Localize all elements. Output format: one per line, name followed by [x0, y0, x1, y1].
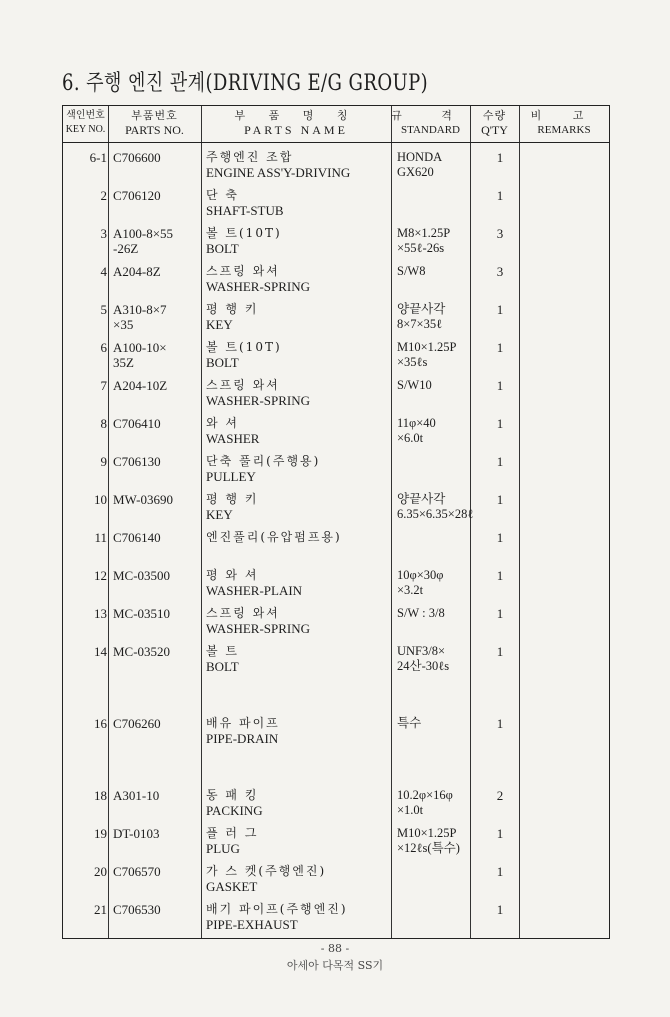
quantity-cell: 1 [496, 826, 504, 841]
part-name-cell [206, 416, 386, 446]
part-name-english: PIPE-EXHAUST [206, 917, 298, 932]
standard-cell: M10×1.25P ×12ℓs(특수) [397, 826, 460, 855]
header-qty [470, 109, 519, 137]
part-name-cell [206, 606, 386, 636]
part-name-english: WASHER-PLAIN [206, 583, 303, 598]
part-name-cell [206, 340, 386, 370]
part-name-cell [206, 226, 386, 256]
part-name-english: PULLEY [206, 469, 256, 484]
header-key-ko: 색인번호 [66, 110, 105, 121]
header-remarks [519, 109, 609, 137]
part-name-korean: 볼 트(10T) [206, 226, 282, 240]
key-cell: 5 [100, 302, 107, 317]
part-name-english: GASKET [206, 879, 258, 894]
part-name-cell [206, 716, 386, 746]
quantity-cell: 1 [496, 492, 504, 507]
parts-table [62, 105, 610, 939]
part-name-cell [206, 644, 386, 674]
quantity-cell: 3 [496, 226, 504, 241]
part-name-english: WASHER-SPRING [206, 279, 311, 294]
header-key-en: KEY NO. [65, 124, 106, 135]
key-cell: 3 [100, 226, 107, 241]
part-name-korean: 스프링 와셔 [206, 378, 280, 392]
part-name-korean: 평 행 키 [206, 302, 259, 316]
header-name [201, 109, 391, 137]
quantity-cell: 1 [496, 902, 504, 917]
part-name-cell [206, 150, 386, 180]
part-name-korean: 볼 트(10T) [206, 340, 282, 354]
part-name-korean: 가 스 켓(주행엔진) [206, 864, 327, 878]
key-cell: 14 [94, 644, 107, 659]
quantity-cell: 1 [496, 340, 504, 355]
part-name-korean: 볼 트 [206, 644, 239, 658]
key-cell: 8 [100, 416, 107, 431]
standard-cell: 10φ×30φ ×3.2t [397, 568, 444, 597]
part-name-cell [206, 788, 386, 818]
standard-cell: S/W8 [397, 264, 426, 278]
part-name-korean: 엔진풀리(유압펌프용) [206, 530, 342, 544]
standard-cell: 양끝사각 6.35×6.35×28ℓ [397, 492, 474, 521]
part-number-cell: DT-0103 [113, 826, 160, 841]
part-name-korean: 단축 풀리(주행용) [206, 454, 321, 468]
col-divider [519, 106, 520, 938]
quantity-cell: 1 [496, 150, 504, 165]
key-cell: 18 [94, 788, 107, 803]
part-number-cell: C706120 [113, 188, 161, 203]
part-name-cell [206, 530, 386, 545]
part-name-cell [206, 568, 386, 598]
header-qty-en: Q'TY [481, 123, 508, 137]
key-cell: 13 [94, 606, 107, 621]
part-name-english: BOLT [206, 241, 239, 256]
part-number-cell: A100-8×55 -26Z [113, 226, 174, 256]
part-name-korean: 평 와 셔 [206, 568, 259, 582]
standard-cell: 11φ×40 ×6.0t [397, 416, 436, 445]
part-name-english: WASHER [206, 431, 260, 446]
part-number-cell: MC-03510 [113, 606, 171, 621]
col-divider [108, 106, 109, 938]
standard-cell: M8×1.25P ×55ℓ-26s [397, 226, 451, 255]
header-name-ko: 부 품 명 칭 [234, 109, 358, 122]
part-name-english: KEY [206, 507, 233, 522]
header-standard-en: STANDARD [400, 124, 460, 136]
key-cell: 6-1 [89, 150, 107, 165]
page-title: 6. 주행 엔진 관계(DRIVING E/G GROUP) [62, 71, 429, 96]
part-number-cell: C706260 [113, 716, 161, 731]
col-divider [201, 106, 202, 938]
part-name-cell [206, 378, 386, 408]
part-name-korean: 배기 파이프(주행엔진) [206, 902, 348, 916]
part-name-english: WASHER-SPRING [206, 393, 311, 408]
header-standard-ko: 규 격 [391, 109, 470, 122]
key-cell: 16 [94, 716, 107, 731]
part-number-cell: C706410 [113, 416, 161, 431]
standard-cell: 10.2φ×16φ ×1.0t [397, 788, 453, 817]
part-name-english: SHAFT-STUB [206, 203, 284, 218]
standard-cell: 양끝사각 8×7×35ℓ [397, 302, 446, 331]
part-number-cell: C706570 [113, 864, 161, 879]
standard-cell: M10×1.25P ×35ℓs [397, 340, 457, 369]
part-number-cell: A204-8Z [113, 264, 161, 279]
part-name-english: KEY [206, 317, 233, 332]
part-name-english: PLUG [206, 841, 240, 856]
standard-cell: 특수 [397, 716, 422, 730]
quantity-cell: 1 [496, 188, 504, 203]
key-cell: 6 [100, 340, 107, 355]
page-number: - 88 - [320, 942, 350, 955]
part-name-english: BOLT [206, 659, 239, 674]
part-name-cell [206, 902, 386, 932]
quantity-cell: 1 [496, 454, 504, 469]
key-cell: 10 [94, 492, 107, 507]
part-number-cell: C706530 [113, 902, 161, 917]
part-number-cell: A310-8×7 ×35 [113, 302, 167, 332]
part-name-korean: 와 셔 [206, 416, 239, 430]
part-name-english: WASHER-SPRING [206, 621, 311, 636]
part-name-english: PIPE-DRAIN [206, 731, 279, 746]
header-divider [63, 142, 609, 143]
key-cell: 7 [100, 378, 107, 393]
quantity-cell: 1 [496, 568, 504, 583]
quantity-cell: 1 [496, 606, 504, 621]
key-cell: 21 [94, 902, 107, 917]
standard-cell: S/W : 3/8 [397, 606, 445, 620]
standard-cell: HONDA GX620 [397, 150, 443, 179]
part-name-korean: 주행엔진 조합 [206, 150, 294, 164]
standard-cell: UNF3/8× 24산-30ℓs [397, 644, 450, 673]
quantity-cell: 1 [496, 644, 504, 659]
part-name-korean: 단 축 [206, 188, 239, 202]
quantity-cell: 1 [496, 378, 504, 393]
part-name-korean: 동 패 킹 [206, 788, 259, 802]
key-cell: 2 [100, 188, 107, 203]
header-remarks-ko: 비 고 [530, 109, 598, 122]
col-divider [391, 106, 392, 938]
footer-subtitle: 아세아 다목적 SS기 [286, 959, 384, 972]
part-name-korean: 플 러 그 [206, 826, 259, 840]
quantity-cell: 1 [496, 864, 504, 879]
header-part-ko: 부품번호 [131, 109, 178, 122]
key-cell: 9 [100, 454, 107, 469]
part-number-cell: MW-03690 [113, 492, 173, 507]
standard-cell: S/W10 [397, 378, 432, 392]
part-name-korean: 스프링 와셔 [206, 264, 280, 278]
quantity-cell: 3 [496, 264, 504, 279]
part-name-cell [206, 826, 386, 856]
header-standard [391, 109, 470, 137]
key-cell: 11 [94, 530, 107, 545]
header-remarks-en: REMARKS [537, 124, 591, 136]
part-name-cell [206, 302, 386, 332]
part-name-cell [206, 864, 386, 894]
part-number-cell: MC-03520 [113, 644, 171, 659]
quantity-cell: 2 [496, 788, 504, 803]
part-number-cell: C706130 [113, 454, 161, 469]
part-number-cell: C706600 [113, 150, 161, 165]
quantity-cell: 1 [496, 530, 504, 545]
part-number-cell: C706140 [113, 530, 161, 545]
part-name-cell [206, 492, 386, 522]
key-cell: 4 [100, 264, 107, 279]
part-number-cell: A100-10× 35Z [113, 340, 167, 370]
part-name-english: BOLT [206, 355, 239, 370]
part-name-english: PACKING [206, 803, 263, 818]
key-cell: 12 [94, 568, 107, 583]
header-name-en: PARTS NAME [244, 123, 348, 137]
part-name-korean: 배유 파이프 [206, 716, 280, 730]
part-name-cell [206, 454, 386, 484]
quantity-cell: 1 [496, 416, 504, 431]
header-key [63, 109, 108, 137]
header-part-en: PARTS NO. [125, 123, 184, 137]
part-number-cell: MC-03500 [113, 568, 171, 583]
quantity-cell: 1 [496, 302, 504, 317]
part-name-cell [206, 264, 386, 294]
part-number-cell: A301-10 [113, 788, 160, 803]
part-name-korean: 스프링 와셔 [206, 606, 280, 620]
part-name-english: ENGINE ASS'Y-DRIVING [206, 165, 351, 180]
part-number-cell: A204-10Z [113, 378, 168, 393]
header-part [108, 109, 201, 137]
part-name-cell [206, 188, 386, 218]
part-name-korean: 평 행 키 [206, 492, 259, 506]
quantity-cell: 1 [496, 716, 504, 731]
header-qty-ko: 수량 [482, 109, 507, 122]
key-cell: 20 [94, 864, 107, 879]
key-cell: 19 [94, 826, 107, 841]
